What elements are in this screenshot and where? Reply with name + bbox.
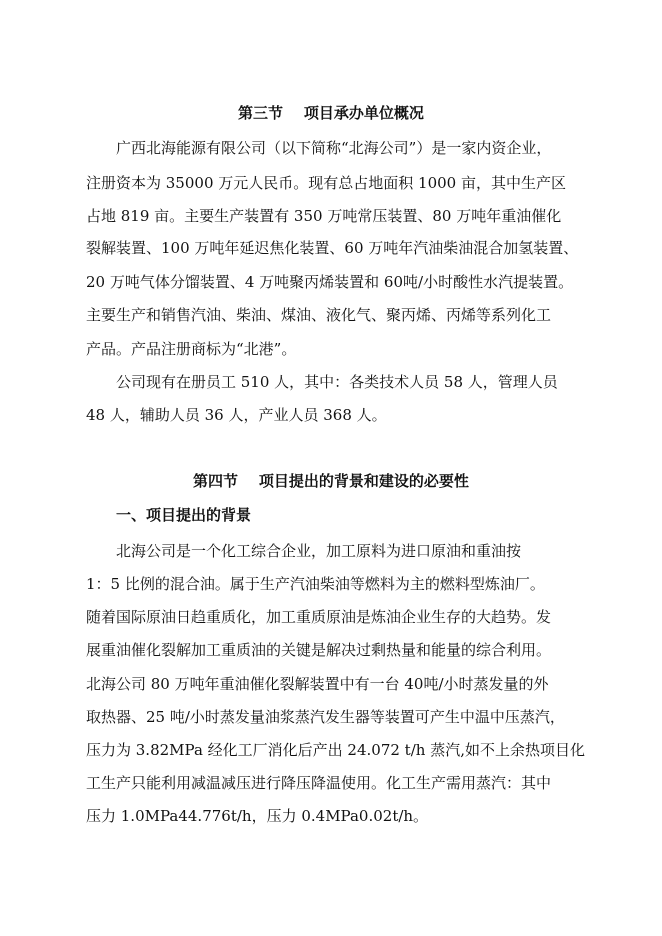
paragraph-line: 广西北海能源有限公司（以下简称“北海公司”）是一家内资企业， — [116, 139, 552, 157]
paragraph-line: 随着国际原油日趋重质化，加工重质原油是炼油企业生存的大趋势。发 — [86, 608, 552, 626]
paragraph-line: 1：5 比例的混合油。属于生产汽油柴油等燃料为主的燃料型炼油厂。 — [86, 575, 545, 593]
paragraph-line: 压力为 3.82MPa 经化工厂消化后产出 24.072 t/h 蒸汽,如不上余热项目化 — [86, 741, 585, 759]
paragraph-line: 公司现有在册员工 510 人，其中：各类技术人员 58 人，管理人员 — [116, 373, 558, 391]
paragraph-line: 注册资本为 35000 万元人民币。现有总占地面积 1000 亩，其中生产区 — [86, 174, 566, 192]
paragraph-line: 20 万吨气体分馏装置、4 万吨聚丙烯装置和 60吨/小时酸性水汽提装置。 — [86, 273, 574, 291]
paragraph-line: 48 人，辅助人员 36 人，产业人员 368 人。 — [86, 406, 387, 424]
paragraph-line: 产品。产品注册商标为“北港”。 — [86, 340, 297, 358]
paragraph-line: 北海公司是一个化工综合企业，加工原料为进口原油和重油按 — [116, 542, 522, 560]
paragraph-line: 裂解装置、100 万吨年延迟焦化装置、60 万吨年汽油柴油混合加氢装置、 — [86, 239, 579, 257]
paragraph-line: 北海公司 80 万吨年重油催化裂解装置中有一台 40吨/小时蒸发量的外 — [86, 675, 549, 693]
paragraph-line: 主要生产和销售汽油、柴油、煤油、液化气、聚丙烯、丙烯等系列化工 — [86, 306, 552, 324]
paragraph-line: 工生产只能利用减温减压进行降压降温使用。化工生产需用蒸汽：其中 — [86, 774, 552, 792]
paragraph-line: 取热器、25 吨/小时蒸发量油浆蒸汽发生器等装置可产生中温中压蒸汽， — [86, 708, 565, 726]
section-4-title: 第四节 项目提出的背景和建设的必要性 — [193, 472, 469, 490]
paragraph-line: 压力 1.0MPa44.776t/h，压力 0.4MPa0.02t/h。 — [86, 807, 429, 825]
paragraph-line: 占地 819 亩。主要生产装置有 350 万吨常压装置、80 万吨年重油催化 — [86, 207, 562, 225]
paragraph-line: 展重油催化裂解加工重质油的关键是解决过剩热量和能量的综合利用。 — [86, 641, 552, 659]
subsection-title: 一、项目提出的背景 — [116, 506, 252, 524]
section-3-title: 第三节 项目承办单位概况 — [238, 104, 424, 122]
